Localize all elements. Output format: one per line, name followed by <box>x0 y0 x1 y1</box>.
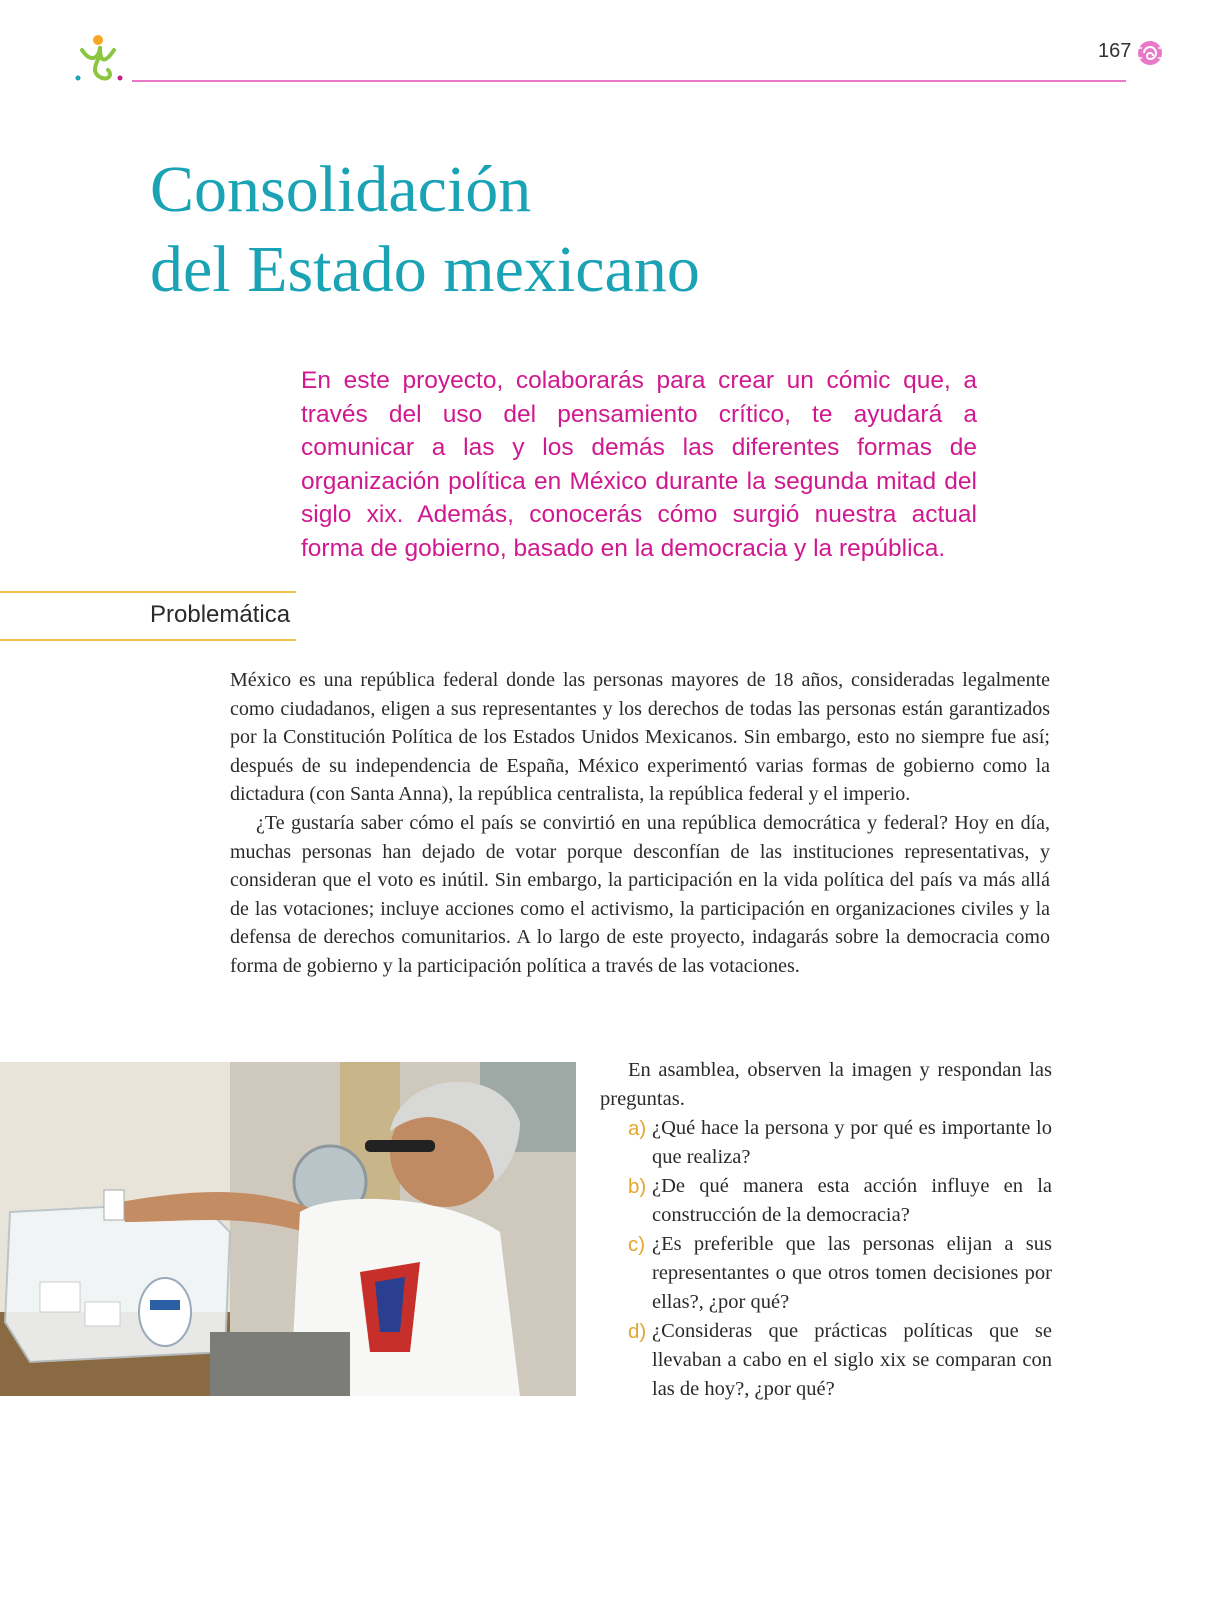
question-item <box>600 1114 1052 1172</box>
body-paragraph-2: ¿Te gustaría saber cómo el país se convirtió en una república democrática y federal? Hoy en día, muchas personas han dejado de votar porque desconfían de las instituciones representativas, y consideran que el voto es inútil. Sin embargo, la participación en la vida política del país va más allá de las votaciones; incluye acciones como el activismo, la participación en organizaciones civiles y la defensa de derechos comunitarios. A lo largo de este proyecto, indagarás sobre la democracia como forma de gobierno y la participación política a través de las votaciones. <box>230 811 1050 977</box>
question-text: ¿De qué manera esta acción influye en la construcción de la democracia? <box>652 1175 1052 1226</box>
question-text: ¿Consideras que prácticas políticas que se llevaban a cabo en el siglo xix se comparan con las de hoy?, ¿por qué? <box>652 1320 1052 1400</box>
body-paragraph-1: México es una república federal donde las personas mayores de 18 años, consideradas legalmente como ciudadanos, eligen a sus representantes y los derechos de todas las personas están garantizados por la Constitución Política de los Estados Unidos Mexicanos. Sin embargo, esto no siempre fue así; después de su independencia de España, México experimentó varias formas de gobierno como la dictadura (con Santa Anna), la república centralista, la república federal y el imperio. <box>230 669 1050 806</box>
page-number: 167 <box>1098 40 1132 62</box>
sprout-figure-icon <box>72 34 128 84</box>
intro-paragraph: En este proyecto, colaborarás para crear un cómic que, a través del uso del pensamiento crítico, te ayudará a comunicar a las y los demás las diferentes formas de organización política en México durante la segunda mitad del siglo xix. Además, conocerás cómo surgió nuestra actual forma de gobierno, basado en la democracia y la república. <box>301 367 977 562</box>
questions-lead: En asamblea, observen la imagen y respondan las preguntas. <box>600 1059 1052 1110</box>
questions-list <box>600 1114 1052 1404</box>
section-title: Problemática <box>150 601 291 628</box>
fret-ornament-icon <box>1136 38 1164 68</box>
title-line-2: del Estado mexicano <box>150 233 700 306</box>
page-title <box>150 150 700 310</box>
question-item <box>600 1172 1052 1230</box>
question-marker: b) <box>628 1175 647 1198</box>
title-line-1: Consolidación <box>150 153 532 226</box>
question-text: ¿Es preferible que las personas elijan a sus representantes o que otros tomen decisiones por ellas?, ¿por qué? <box>652 1233 1052 1313</box>
question-item <box>600 1230 1052 1317</box>
question-text: ¿Qué hace la persona y por qué es importante lo que realiza? <box>652 1117 1052 1168</box>
question-item <box>600 1317 1052 1404</box>
question-marker: c) <box>628 1233 646 1256</box>
question-marker: a) <box>628 1117 647 1140</box>
header-rule <box>132 80 1126 82</box>
question-marker: d) <box>628 1320 647 1343</box>
body-text <box>230 666 1050 981</box>
questions-block <box>600 1056 1052 1404</box>
voting-photo <box>0 1062 576 1396</box>
